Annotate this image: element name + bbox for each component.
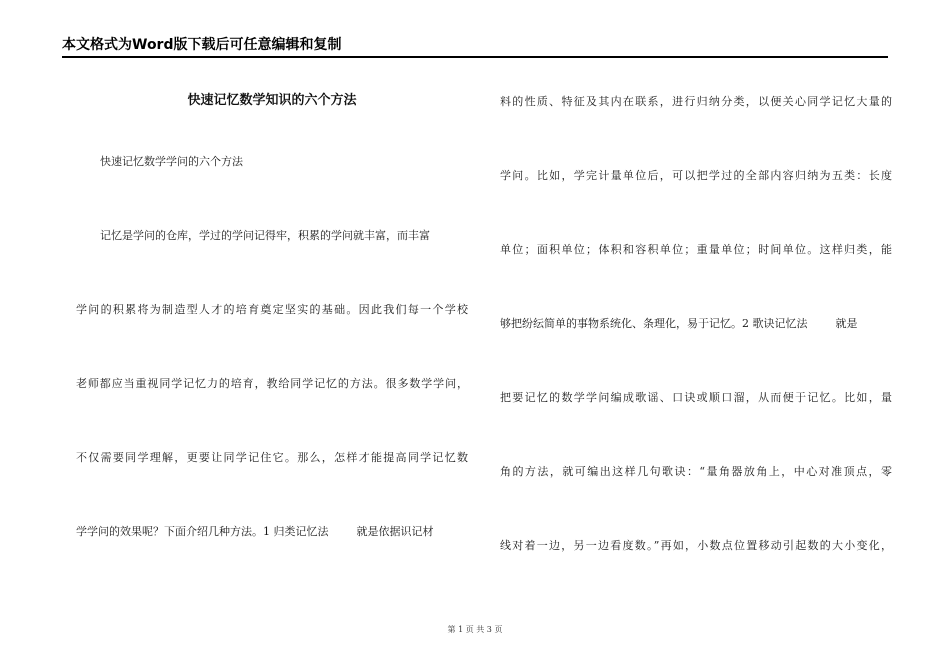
header-banner: 本文格式为Word版下载后可任意编辑和复制 — [62, 37, 342, 53]
paragraph-line: 老师都应当重视同学记忆力的培育，教给同学记忆的方法。很多数学学问， — [76, 377, 468, 390]
method-description-start: 就是依据识记材 — [356, 525, 434, 538]
paragraph-line: 把要记忆的数学学问编成歌谣、口诀或顺口溜，从而便于记忆。比如，量 — [500, 391, 892, 404]
document-title: 快速记忆数学知识的六个方法 — [187, 93, 357, 108]
paragraph-line — [76, 524, 434, 540]
paragraph-line: 学问的积累将为制造型人才的培育奠定坚实的基础。因此我们每一个学校 — [76, 303, 468, 316]
paragraph-line: 学问。比如，学完计量单位后，可以把学过的全部内容归纳为五类：长度 — [500, 169, 892, 182]
paragraph-line — [500, 316, 892, 332]
method-description-start: 就是 — [835, 317, 858, 330]
paragraph-line: 角的方法，就可编出这样几句歌诀：“量角器放角上，中心对准顶点，零 — [500, 465, 892, 478]
paragraph-line: 线对着一边，另一边看度数。”再如，小数点位置移动引起数的大小变化， — [500, 539, 892, 552]
page-number-footer: 第 1 页 共 3 页 — [447, 625, 503, 634]
header-divider — [62, 56, 888, 58]
subtitle-line: 快速记忆数学学问的六个方法 — [100, 155, 243, 168]
method-heading-text: 够把纷纭简单的事物系统化、条理化，易于记忆。2 歌诀记忆法 — [500, 317, 808, 330]
paragraph-line: 单位；面积单位；体积和容积单位；重量单位；时间单位。这样归类，能 — [500, 243, 892, 256]
method-heading-text: 学学问的效果呢？下面介绍几种方法。1 归类记忆法 — [76, 525, 329, 538]
paragraph-line: 不仅需要同学理解，更要让同学记住它。那么，怎样才能提高同学记忆数 — [76, 451, 468, 464]
paragraph-line: 记忆是学问的仓库，学过的学问记得牢，积累的学问就丰富，而丰富 — [100, 229, 430, 242]
paragraph-line: 料的性质、特征及其内在联系，进行归纳分类，以便关心同学记忆大量的 — [500, 95, 892, 108]
